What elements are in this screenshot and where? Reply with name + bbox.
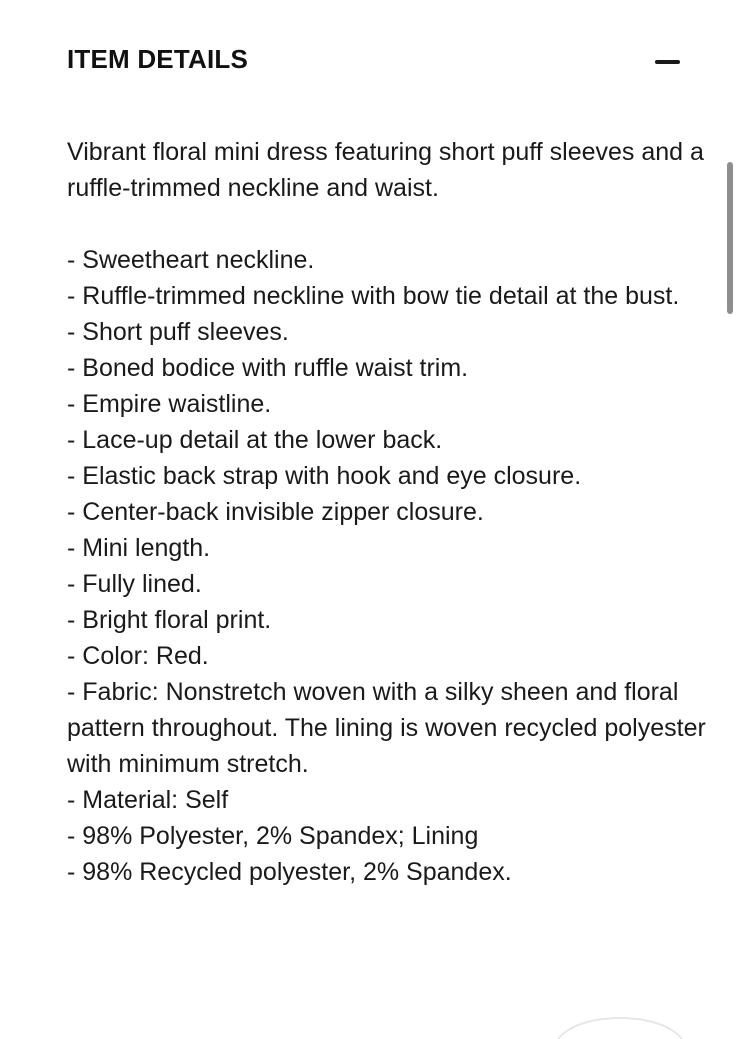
item-details-content <box>67 134 707 890</box>
detail-item: - Fabric: Nonstretch woven with a silky sheen and floral pattern throughout. The lining is woven recycled polyester with minimum stretch. <box>67 678 706 778</box>
detail-list <box>67 242 707 890</box>
detail-item: - Center-back invisible zipper closure. <box>67 498 484 526</box>
collapse-button[interactable] <box>653 46 683 76</box>
detail-item: - 98% Polyester, 2% Spandex; Lining <box>67 822 479 850</box>
detail-item: - Fully lined. <box>67 570 202 598</box>
detail-item: - Boned bodice with ruffle waist trim. <box>67 354 469 382</box>
item-details-header[interactable] <box>67 40 683 80</box>
detail-item: - Short puff sleeves. <box>67 318 289 346</box>
section-title: ITEM DETAILS <box>67 44 249 74</box>
detail-item: - Material: Self <box>67 786 229 814</box>
detail-item: - Ruffle-trimmed neckline with bow tie detail at the bust. <box>67 282 680 310</box>
minus-icon <box>655 60 680 64</box>
scrollbar-thumb[interactable] <box>727 162 733 314</box>
detail-item: - Mini length. <box>67 534 211 562</box>
detail-item: - 98% Recycled polyester, 2% Spandex. <box>67 858 512 886</box>
product-description: Vibrant floral mini dress featuring short puff sleeves and a ruffle-trimmed neckline and waist. <box>67 138 704 202</box>
detail-item: - Bright floral print. <box>67 606 272 634</box>
detail-item: - Color: Red. <box>67 642 209 670</box>
decorative-arc <box>555 1017 685 1039</box>
detail-item: - Sweetheart neckline. <box>67 246 315 274</box>
detail-item: - Lace-up detail at the lower back. <box>67 426 443 454</box>
detail-item: - Empire waistline. <box>67 390 272 418</box>
detail-item: - Elastic back strap with hook and eye closure. <box>67 462 582 490</box>
